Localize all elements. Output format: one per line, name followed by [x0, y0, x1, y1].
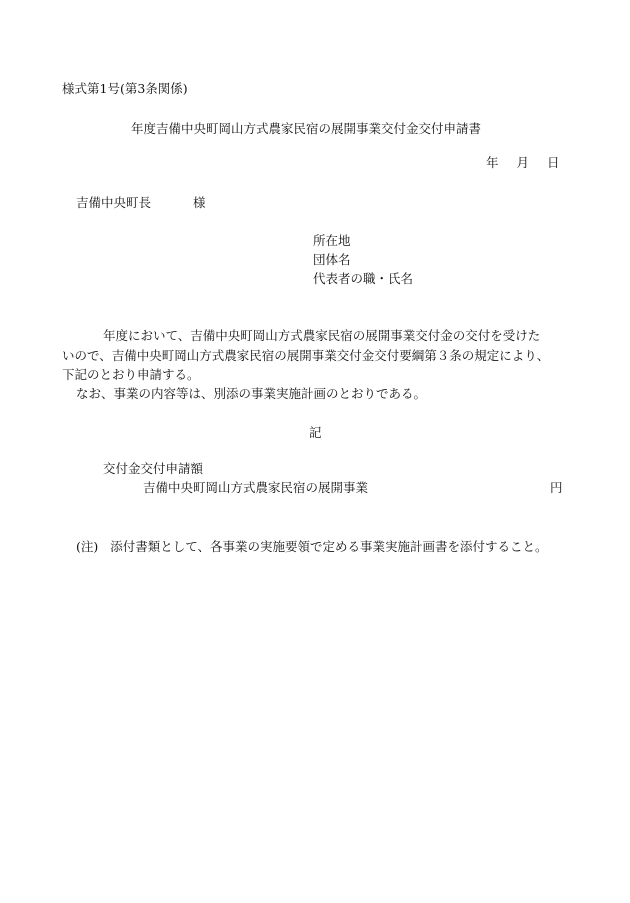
addressee-honorific: 様	[193, 195, 206, 210]
body-paragraph1-line2: いので、吉備中央町岡山方式農家民宿の展開事業交付金交付要綱第３条の規定により、	[62, 348, 550, 363]
ki-heading: 記	[309, 425, 322, 440]
body-paragraph1-line3: 下記のとおり申請する。	[62, 367, 200, 382]
applicant-representative-label: 代表者の職・氏名	[313, 271, 414, 286]
application-project: 吉備中央町岡山方式農家民宿の展開事業	[143, 480, 369, 495]
application-unit: 円	[550, 480, 563, 495]
date-year-label: 年	[486, 155, 499, 170]
body-paragraph1-line1: 年度において、吉備中央町岡山方式農家民宿の展開事業交付金の交付を受けた	[103, 328, 541, 343]
applicant-organization-label: 団体名	[313, 252, 351, 267]
note-label: (注)	[76, 539, 99, 554]
application-heading: 交付金交付申請額	[103, 461, 204, 476]
applicant-address-label: 所在地	[313, 233, 351, 248]
form-number: 様式第1号(第3条関係)	[62, 81, 188, 96]
addressee-name: 吉備中央町長	[76, 195, 152, 210]
body-paragraph2: なお、事業の内容等は、別添の事業実施計画のとおりである。	[76, 386, 427, 401]
date-month-label: 月	[516, 155, 530, 170]
note-text: 添付書類として、各事業の実施要領で定める事業実施計画書を添付すること。	[110, 539, 548, 554]
date-day-label: 日	[547, 155, 560, 170]
document-title: 年度吉備中央町岡山方式農家民宿の展開事業交付金交付申請書	[131, 121, 482, 136]
note-line	[76, 538, 548, 556]
date-line	[486, 154, 560, 172]
addressee-line	[76, 194, 206, 212]
